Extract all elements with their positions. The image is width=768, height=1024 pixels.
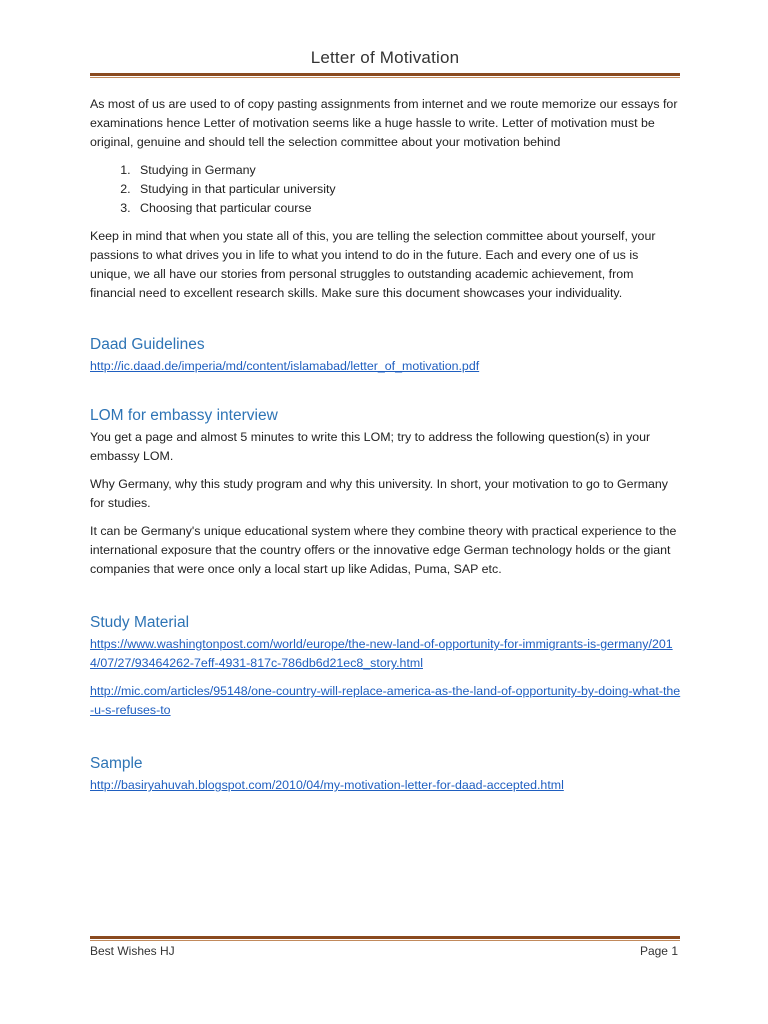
link-mic-article[interactable]: http://mic.com/articles/95148/one-country-will-replace-america-as-the-land-of-opportunity-by-doing-what-the-u-s-refuses-to bbox=[90, 684, 681, 717]
section-study-material bbox=[90, 613, 682, 720]
list-item: 3. Choosing that particular course bbox=[134, 199, 682, 218]
section-sample bbox=[90, 754, 682, 795]
footer-rule bbox=[90, 936, 680, 941]
header-rule bbox=[90, 73, 680, 78]
section-daad-guidelines bbox=[90, 335, 682, 376]
heading-lom-embassy: LOM for embassy interview bbox=[90, 407, 278, 424]
link-sample-letter[interactable]: http://basiryahuvah.blogspot.com/2010/04/my-motivation-letter-for-daad-accepted.html bbox=[90, 778, 564, 792]
lom-paragraph-3: It can be Germany's unique educational system where they combine theory with practical experience to the international exposure that the country offers or the innovative edge German technology holds or the giant companies that were once only a local start up like Adidas, Puma, SAP etc. bbox=[90, 524, 677, 576]
footer-page-number: Page 1 bbox=[639, 944, 678, 958]
heading-sample: Sample bbox=[90, 755, 143, 772]
header-rule-thick bbox=[90, 73, 680, 76]
footer-author: Best Wishes HJ bbox=[90, 944, 175, 958]
link-daad-guidelines[interactable]: http://ic.daad.de/imperia/md/content/islamabad/letter_of_motivation.pdf bbox=[90, 359, 480, 373]
individuality-paragraph: Keep in mind that when you state all of this, you are telling the selection committee about yourself, your passions to what drives you in life to what you intend to do in the future. Each and every one of us is unique, we all have our stories from personal struggles to outstanding academic achievement, from financial need to excellent research skills. Make sure this document showcases your individuality. bbox=[90, 229, 656, 300]
heading-study-material: Study Material bbox=[90, 614, 190, 631]
document-body bbox=[90, 95, 682, 795]
header-rule-thin bbox=[90, 77, 680, 78]
heading-daad-guidelines: Daad Guidelines bbox=[90, 336, 205, 353]
list-item: 1. Studying in Germany bbox=[134, 161, 682, 180]
list-item: 2. Studying in that particular university bbox=[134, 180, 682, 199]
intro-paragraph: As most of us are used to of copy pasting assignments from internet and we route memorize our essays for examinations hence Letter of motivation seems like a huge hassle to write. Letter of motivation must be original, genuine and should tell the selection committee about your motivation behind bbox=[90, 97, 678, 149]
lom-paragraph-1: You get a page and almost 5 minutes to write this LOM; try to address the following question(s) in your embassy LOM. bbox=[90, 430, 651, 463]
lom-paragraph-2: Why Germany, why this study program and why this university. In short, your motivation to go to Germany for studies. bbox=[90, 477, 668, 510]
link-washington-post[interactable]: https://www.washingtonpost.com/world/europe/the-new-land-of-opportunity-for-immigrants-is-germany/2014/07/27/93464262-7eff-4931-817c-786db6d21ec8_story.html bbox=[90, 637, 673, 670]
page-title: Letter of Motivation bbox=[310, 48, 460, 67]
footer-rule-thick bbox=[90, 936, 680, 939]
motivation-list bbox=[90, 161, 682, 218]
section-lom-embassy bbox=[90, 406, 682, 579]
footer-rule-thin bbox=[90, 940, 680, 941]
